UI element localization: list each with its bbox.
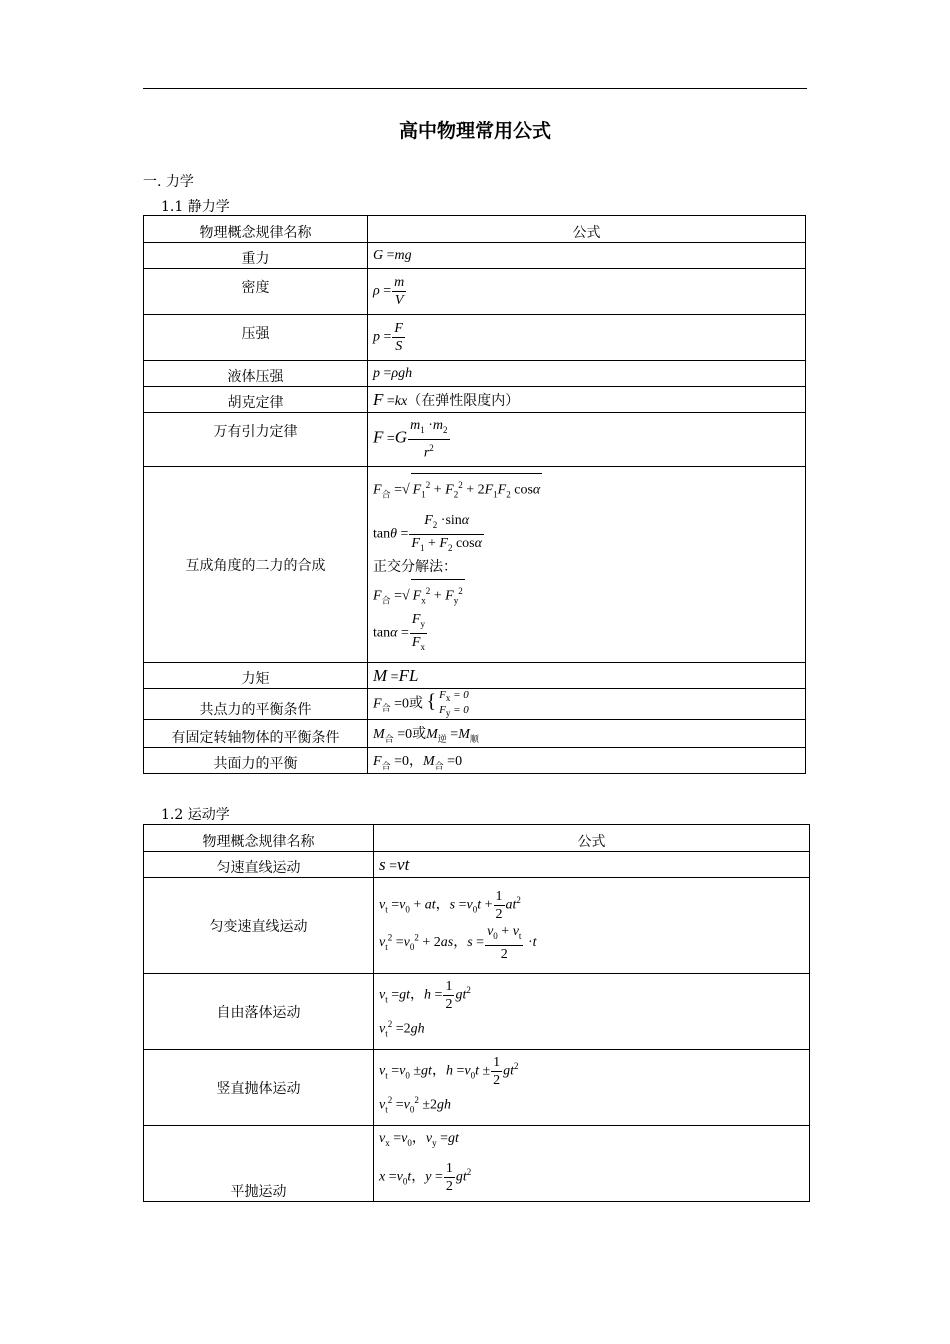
- row-name: 平抛运动: [144, 1126, 374, 1202]
- table-row: [144, 748, 806, 774]
- table-header-row: [144, 825, 810, 852]
- row-name: 密度: [144, 269, 368, 315]
- formula-cell: $F_合 =0$或 { $F_x = 0$ $F_y = 0$: [368, 689, 806, 720]
- row-name: 力矩: [144, 663, 368, 689]
- or-text: 或: [412, 726, 427, 742]
- subsection-heading-kinematics: 1.2 运动学: [161, 807, 230, 823]
- formula-cell: s =vt: [374, 852, 810, 878]
- row-name: 万有引力定律: [144, 413, 368, 467]
- formula-cell: $v_t =gt$，h = $\frac{1}{2}$ $gt^2$ $v_t^2 =2gh$: [374, 974, 810, 1050]
- row-name: 竖直抛体运动: [144, 1050, 374, 1126]
- formula-cell: $v_x =v_0$，$v_y =gt$ $x =v_0t$，y = $\frac{1}{2}$ $gt^2$: [374, 1126, 810, 1202]
- page-title: 高中物理常用公式: [398, 120, 551, 142]
- section-heading-mechanics: 一. 力学: [143, 174, 194, 190]
- table-row: [144, 1126, 810, 1202]
- row-name: 自由落体运动: [144, 974, 374, 1050]
- row-name: 胡克定律: [144, 387, 368, 413]
- subsection-heading-statics: 1.1 静力学: [161, 199, 230, 215]
- header-name: 物理概念规律名称: [144, 825, 374, 852]
- sub-he: 合: [434, 760, 444, 771]
- table-row: [144, 269, 806, 315]
- sub-he: 合: [381, 489, 391, 500]
- header-name: 物理概念规律名称: [144, 216, 368, 243]
- row-name: 互成角度的二力的合成: [144, 467, 368, 663]
- formula-cell: $F_合 =0$，$M_合 =0$: [368, 748, 806, 774]
- table-row: [144, 387, 806, 413]
- table-row: [144, 315, 806, 361]
- formula-cell: $F_合$ =√ $F_1^2 + F_2^2 + 2F_1F_2$ cosα tanθ = $\frac{F_2 \cdot\sin\alpha}{F_1 + F_2 \cos\alpha}$ 正交分解法： $F_合$ =√ $F_x^2 + F_y^2$ tanα = $\frac{F_y}{F_x}$: [368, 467, 806, 663]
- formula-cell: p =ρgh: [368, 361, 806, 387]
- table-row: [144, 243, 806, 269]
- row-name: 共点力的平衡条件: [144, 689, 368, 720]
- header-rule: [143, 88, 807, 89]
- table-header-row: [144, 216, 806, 243]
- formula-cell: $M_合 =0$或$M_逆 =M_顺$: [368, 720, 806, 748]
- table-row: [144, 663, 806, 689]
- formula-cell: G =mg: [368, 243, 806, 269]
- formula-cell: $v_t =v_0 \pm gt$，$h =v_0t$ ± $\frac{1}{2}$ $gt^2$ $v_t^2 =v_0^2 \pm 2gh$: [374, 1050, 810, 1126]
- sub-shun: 顺: [469, 733, 479, 744]
- sub-ni: 逆: [437, 733, 447, 744]
- table-row: [144, 413, 806, 467]
- formula-cell: ρ = $\frac{m}{V}$: [368, 269, 806, 315]
- kinematics-table: [143, 824, 810, 1202]
- or-text: 或: [408, 696, 423, 712]
- sub-he: 合: [381, 594, 391, 605]
- row-name: 液体压强: [144, 361, 368, 387]
- row-name: 匀变速直线运动: [144, 878, 374, 974]
- sub-he: 合: [384, 733, 394, 744]
- row-name: 有固定转轴物体的平衡条件: [144, 720, 368, 748]
- table-row: [144, 361, 806, 387]
- sub-he: 合: [381, 760, 391, 771]
- row-name: 重力: [144, 243, 368, 269]
- formula-cell: M =FL: [368, 663, 806, 689]
- row-name: 匀速直线运动: [144, 852, 374, 878]
- sub-he: 合: [381, 703, 391, 714]
- statics-table: [143, 215, 806, 774]
- table-row: [144, 974, 810, 1050]
- header-formula: 公式: [374, 825, 810, 852]
- formula-cell: p = $\frac{F}{S}$: [368, 315, 806, 361]
- table-row: [144, 878, 810, 974]
- table-row: [144, 852, 810, 878]
- header-formula: 公式: [368, 216, 806, 243]
- formula-note: （在弹性限度内）: [407, 393, 520, 409]
- formula-cell: F =G $\frac{m_1 \cdot m_2}{r^2}$: [368, 413, 806, 467]
- formula-cell: F =kx（在弹性限度内）: [368, 387, 806, 413]
- table-row: [144, 689, 806, 720]
- row-name: 共面力的平衡: [144, 748, 368, 774]
- formula-cell: $v_t =v_0$ + at，$s =v_0t$ + $\frac{1}{2}$ $at^2$ $v_t^2 =v_0^2 + 2as$，s = $\frac{v_0 + v_t}{2}$ ·t: [374, 878, 810, 974]
- row-name: 压强: [144, 315, 368, 361]
- table-row: [144, 720, 806, 748]
- table-row: [144, 467, 806, 663]
- table-row: [144, 1050, 810, 1126]
- orthogonal-label: 正交分解法：: [373, 559, 457, 575]
